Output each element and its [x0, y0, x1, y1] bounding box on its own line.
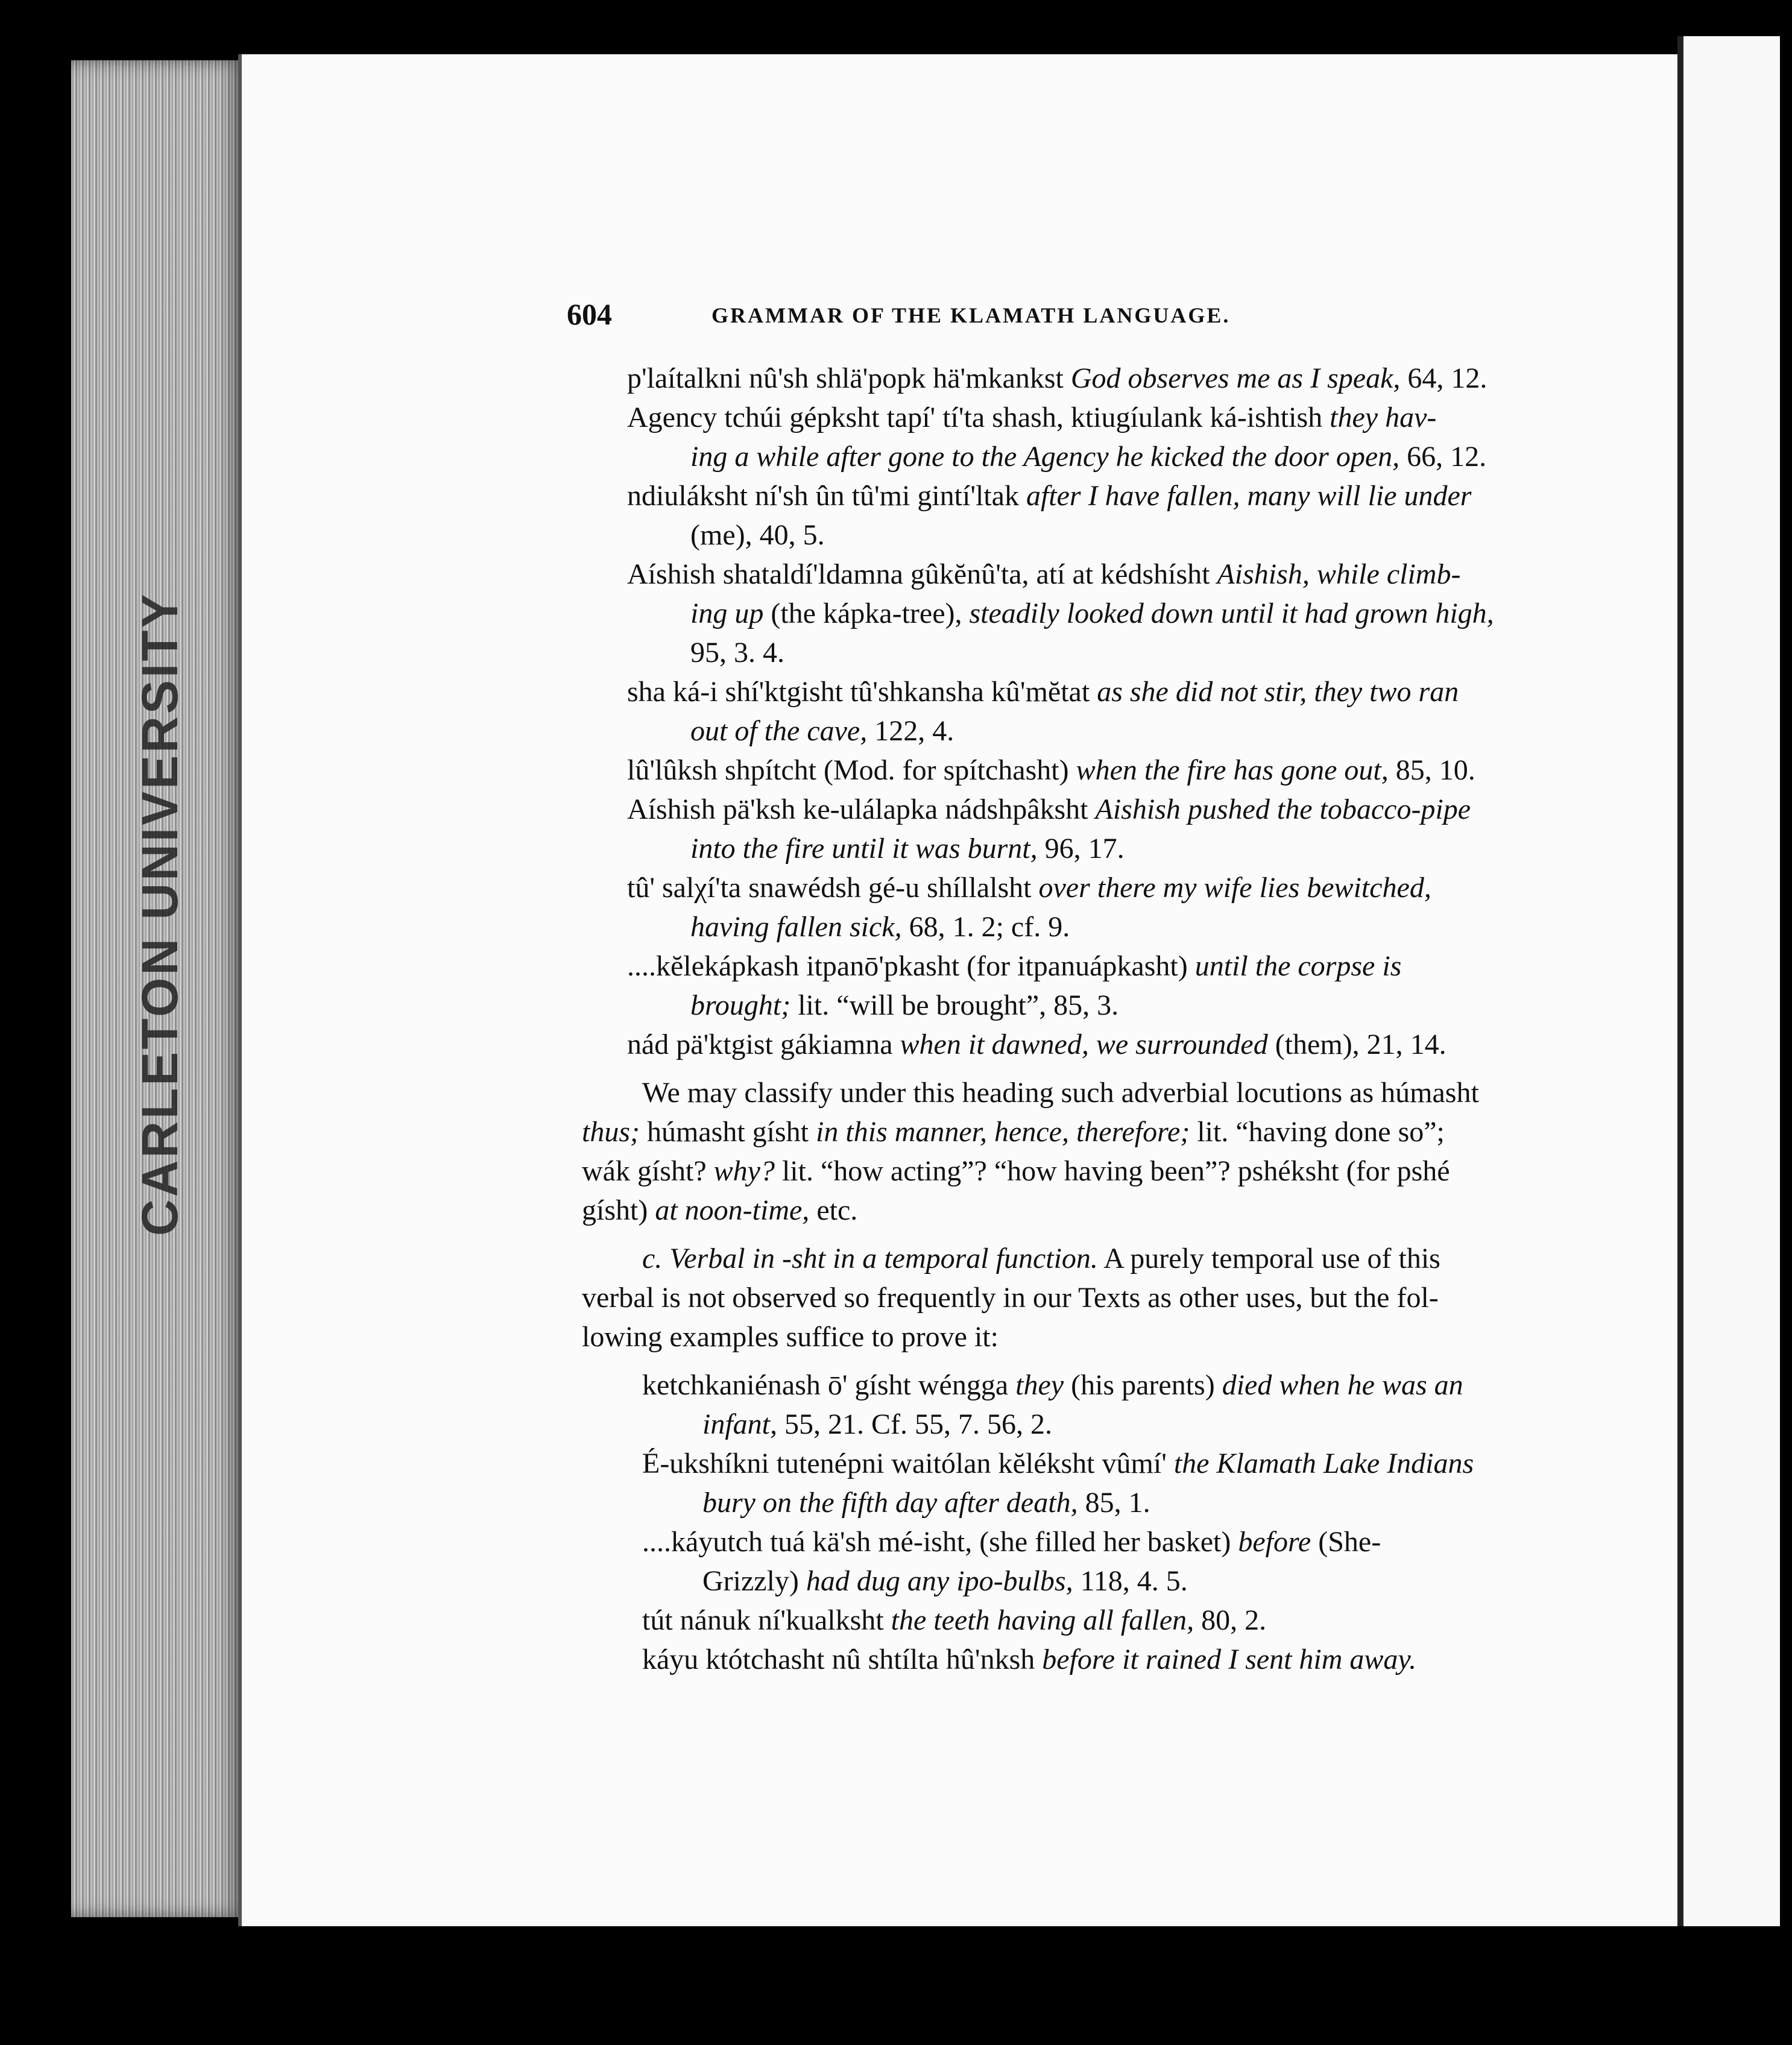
text-segment: tû' salχí'ta snawédsh gé-u shíllalsht	[627, 872, 1039, 904]
text-segment: verbal is not observed so frequently in our Texts as other uses, but the fol-	[582, 1282, 1439, 1314]
text-line	[642, 1073, 1479, 1113]
text-segment: etc.	[809, 1194, 858, 1226]
italic-gloss: God observes me as I speak,	[1070, 362, 1401, 394]
page-number: 604	[567, 297, 612, 331]
text-segment: lit. “will be brought”, 85, 3.	[790, 989, 1119, 1021]
text-segment: (me), 40, 5.	[690, 519, 825, 551]
text-line	[627, 790, 1471, 830]
text-segment: ndiuláksht ní'sh ûn tû'mi gintí'ltak	[627, 480, 1026, 512]
text-line	[702, 1483, 1150, 1523]
italic-gloss: having fallen sick,	[690, 911, 902, 943]
text-segment: 55, 21. Cf. 55, 7. 56, 2.	[777, 1408, 1053, 1440]
text-line	[642, 1640, 1416, 1680]
italic-gloss: had dug any ipo-bulbs,	[806, 1565, 1073, 1597]
italic-gloss: Aishish, while climb-	[1217, 558, 1461, 590]
text-segment: ketchkaniénash ō' gísht wéngga	[642, 1369, 1016, 1401]
text-line	[690, 711, 954, 751]
text-line	[582, 1152, 1450, 1191]
italic-gloss: thus;	[582, 1116, 640, 1148]
text-line	[627, 751, 1475, 790]
text-line	[627, 868, 1431, 908]
text-line	[690, 633, 784, 673]
text-line	[642, 1444, 1474, 1484]
italic-gloss: ing up	[690, 597, 764, 629]
text-line	[690, 907, 1070, 947]
text-segment: 85, 1.	[1077, 1487, 1150, 1519]
italic-gloss: out of the cave,	[690, 715, 868, 747]
text-line	[627, 555, 1460, 594]
text-segment: (his parents)	[1064, 1369, 1222, 1401]
text-segment: wák gísht?	[582, 1155, 714, 1187]
italic-gloss: bury on the fifth day after death,	[702, 1487, 1078, 1519]
text-segment: lowing examples suffice to prove it:	[582, 1321, 999, 1353]
text-line	[702, 1561, 1188, 1601]
text-line	[642, 1601, 1266, 1640]
library-stamp: CARLETON UNIVERSITY	[131, 591, 188, 1236]
italic-gloss: in this manner, hence, therefore;	[816, 1116, 1190, 1148]
text-segment: 122, 4.	[867, 715, 954, 747]
italic-gloss: at noon-time,	[655, 1194, 810, 1226]
text-segment: Aíshish pä'ksh ke-ulálapka nádshpâksht	[627, 793, 1096, 825]
italic-gloss: when the fire has gone out,	[1076, 754, 1389, 786]
text-line	[690, 515, 825, 555]
text-segment: A purely temporal use of this	[1097, 1243, 1440, 1275]
italic-gloss: infant,	[702, 1408, 778, 1440]
text-line	[642, 1239, 1440, 1279]
text-segment: (them), 21, 14.	[1267, 1029, 1447, 1060]
text-line	[627, 359, 1487, 399]
italic-gloss: when it dawned, we surrounded	[900, 1029, 1268, 1060]
running-head: GRAMMAR OF THE KLAMATH LANGUAGE.	[711, 303, 1231, 327]
text-segment: lû'lûksh shpítcht (Mod. for spítchasht)	[627, 754, 1076, 786]
text-line	[627, 476, 1471, 516]
facing-page-edge	[1677, 36, 1780, 1926]
italic-gloss: over there my wife lies bewitched,	[1038, 872, 1431, 904]
italic-gloss: as she did not stir, they two ran	[1097, 676, 1459, 708]
italic-gloss: why?	[713, 1155, 775, 1187]
text-segment: We may classify under this heading such adverbial locutions as húmasht	[642, 1077, 1479, 1109]
text-segment: 68, 1. 2; cf. 9.	[901, 911, 1070, 943]
text-line	[690, 829, 1125, 869]
italic-gloss: until the corpse is	[1194, 950, 1402, 982]
text-line	[582, 1317, 999, 1357]
text-segment: Agency tchúi gépksht tapí' tí'ta shash, ktiugíulank ká-ishtish	[627, 402, 1330, 433]
text-line	[627, 1025, 1447, 1065]
text-segment: 85, 10.	[1388, 754, 1475, 786]
text-segment: ....káyutch tuá kä'sh mé-isht, (she filled her basket)	[642, 1526, 1238, 1558]
text-segment: gísht)	[582, 1194, 655, 1226]
text-segment: É-ukshíkni tutenépni waitólan kĕléksht vûmí'	[642, 1448, 1174, 1479]
text-line	[642, 1522, 1381, 1562]
text-line	[702, 1405, 1052, 1445]
italic-gloss: the teeth having all fallen,	[891, 1604, 1194, 1636]
text-segment: nád pä'ktgist gákiamna	[627, 1029, 900, 1060]
text-segment: Aíshish shataldí'ldamna gûkĕnû'ta, atí at kédshísht	[627, 558, 1217, 590]
italic-gloss: before it rained I sent him away.	[1042, 1643, 1417, 1675]
text-segment: 96, 17.	[1037, 833, 1125, 865]
text-segment: tút nánuk ní'kualksht	[642, 1604, 891, 1636]
text-segment: lit. “having done so”;	[1190, 1116, 1445, 1148]
text-line	[642, 1366, 1463, 1405]
italic-gloss: c. Verbal in -sht in a temporal function.	[642, 1243, 1098, 1275]
italic-gloss: ing a while after gone to the Agency he kicked the door open,	[690, 441, 1400, 473]
text-segment: (the kápka-tree),	[763, 597, 970, 629]
text-segment: 80, 2.	[1194, 1604, 1267, 1636]
italic-gloss: Aishish pushed the tobacco-pipe	[1095, 793, 1471, 825]
text-segment: (She-	[1311, 1526, 1381, 1558]
italic-gloss: into the fire until it was burnt,	[690, 833, 1038, 865]
text-line	[582, 1278, 1439, 1318]
text-line	[582, 1112, 1445, 1152]
text-segment: ....kĕlekápkash itpanō'pkasht (for itpanuápkasht)	[627, 950, 1195, 982]
italic-gloss: died when he was an	[1222, 1369, 1463, 1401]
italic-gloss: after I have fallen, many will lie under	[1026, 480, 1472, 512]
text-segment: sha ká-i shí'ktgisht tû'shkansha kû'mĕtat	[627, 676, 1097, 708]
text-line	[627, 672, 1459, 712]
text-segment: p'laítalkni nû'sh shlä'popk hä'mkankst	[627, 362, 1071, 394]
text-line	[627, 398, 1436, 438]
text-line	[690, 986, 1118, 1026]
text-segment: 95, 3. 4.	[690, 637, 784, 669]
text-segment: 66, 12.	[1399, 441, 1487, 473]
italic-gloss: steadily looked down until it had grown high,	[969, 597, 1494, 629]
text-segment: Grizzly)	[702, 1565, 806, 1597]
text-line	[582, 1191, 857, 1230]
text-segment: húmasht gísht	[640, 1116, 816, 1148]
text-segment: lit. “how acting”? “how having been”? pshéksht (for pshé	[774, 1155, 1450, 1187]
italic-gloss: they	[1015, 1369, 1064, 1401]
italic-gloss: the Klamath Lake Indians	[1173, 1448, 1474, 1479]
text-segment: 118, 4. 5.	[1073, 1565, 1188, 1597]
italic-gloss: brought;	[690, 989, 791, 1021]
italic-gloss: before	[1238, 1526, 1311, 1558]
text-segment: 64, 12.	[1400, 362, 1488, 394]
italic-gloss: they hav-	[1330, 402, 1437, 433]
text-line	[627, 947, 1401, 986]
text-line	[690, 437, 1486, 477]
text-line	[690, 594, 1494, 634]
text-segment: káyu któtchasht nû shtílta hû'nksh	[642, 1643, 1043, 1675]
